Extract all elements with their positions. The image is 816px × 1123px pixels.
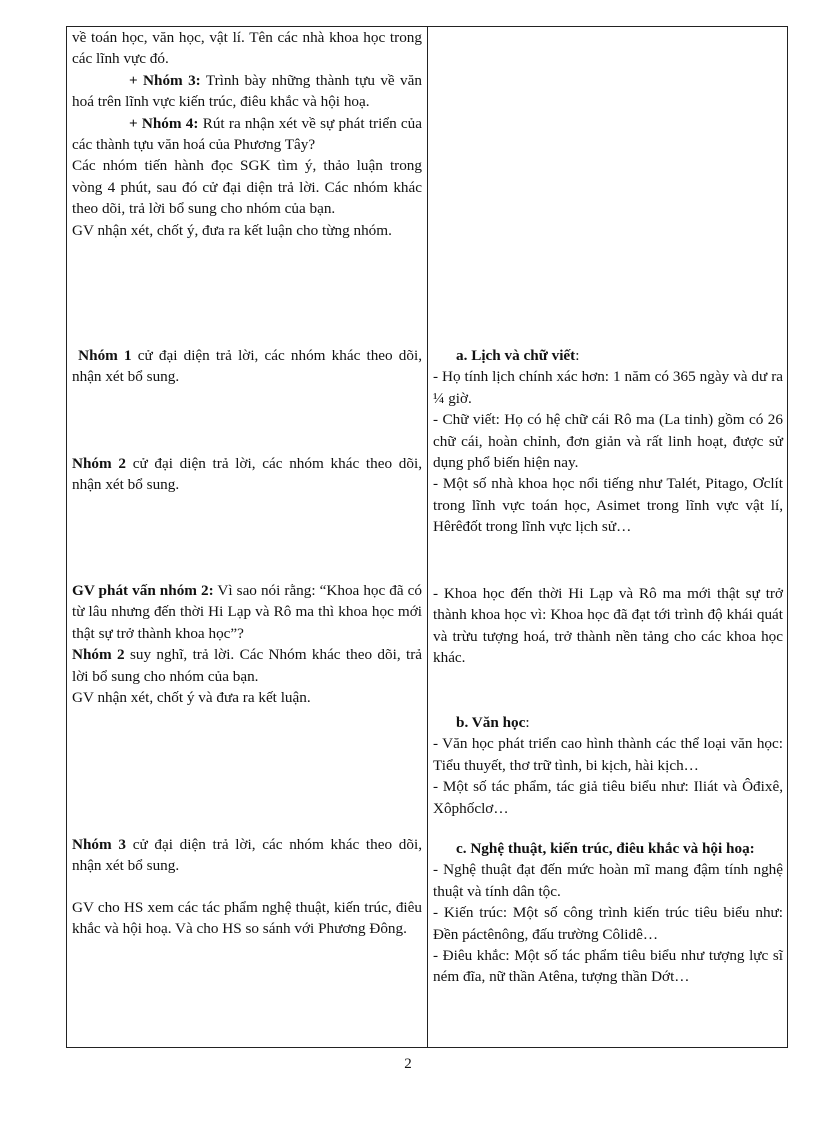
science-block [433,583,783,669]
literature-text-2: - Một số tác phẩm, tác giả tiêu biểu như: Iliát và Ôđixê, Xôphốclơ… [433,778,783,817]
column-divider [427,27,428,1047]
group-3-text: Trình bày những thành tựu về văn hoá trên lĩnh vực kiến trúc, điêu khắc và hội hoạ. [72,71,422,111]
teacher-question-text: Vì sao nói rằng: “Khoa học đã có từ lâu nhưng đến thời Hi Lạp và Rô ma thì khoa học mới thật sự trở thành khoa học”? [72,582,422,642]
intro-block [72,27,422,241]
scientists-text: - Một số nhà khoa học nổi tiếng như Talét, Pitago, Ơclít trong lĩnh vực toán học, Asimet trong lĩnh vực vật lí, Hêrêđốt trong lĩnh vực lịch sử… [433,475,783,536]
group-4-text: Rút ra nhận xét về sự phát triển của các thành tựu văn hoá của Phương Tây? [72,114,422,154]
group-4-label: + Nhóm 4: [129,114,199,132]
writing-text: - Chữ viết: Họ có hệ chữ cái Rô ma (La tinh) gồm có 26 chữ cái, hoàn chỉnh, đơn giản và rất linh hoạt, được sử dụng phổ biến hiện nay. [433,411,783,472]
section-a [433,345,783,538]
sculpture-text: - Điêu khắc: Một số tác phẩm tiêu biểu như tượng lực sĩ ném đĩa, nữ thần Atêna, tượng thần Dớt… [433,947,783,986]
group-3-block [72,834,422,877]
science-text: - Khoa học đến thời Hi Lạp và Rô ma mới thật sự trở thành khoa học vì: Khoa học đã đạt tới trình độ khái quát và trừu tượng hoá, trở thành nền tảng cho các khoa học khác. [433,585,783,667]
group-2-text: cử đại diện trả lời, các nhóm khác theo dõi, nhận xét bổ sung. [72,455,422,494]
teacher-conclusion: GV nhận xét, chốt ý, đưa ra kết luận cho từng nhóm. [72,221,392,239]
literature-text-1: - Văn học phát triển cao hình thành các thể loại văn học: Tiểu thuyết, thơ trữ tình, bi kịch, hài kịch… [433,735,783,774]
teacher-conclusion-2: GV nhận xét, chốt ý và đưa ra kết luận. [72,689,311,707]
section-b [433,712,783,819]
group-1-label: Nhóm 1 [78,347,132,364]
content-table [66,26,788,1048]
group-1-text: cử đại diện trả lời, các nhóm khác theo dõi, nhận xét bổ sung. [72,347,422,386]
group-4-task [72,113,422,156]
art-text: - Nghệ thuật đạt đến mức hoàn mĩ mang đậm tính nghệ thuật và tính dân tộc. [433,861,783,900]
group-2-block [72,453,422,496]
group-2-label: Nhóm 2 [72,455,126,472]
teacher-question-block [72,580,422,708]
group-3-label: + Nhóm 3: [129,71,201,89]
section-c-heading: c. Nghệ thuật, kiến trúc, điêu khắc và hội hoạ: [456,840,755,857]
group-2-answer-text: suy nghĩ, trả lời. Các Nhóm khác theo dõi, trả lời bổ sung cho nhóm của bạn. [72,646,422,685]
section-b-heading: b. Văn học: [456,714,530,731]
quarter-fraction: ¼ [433,389,445,407]
group-2-answer-label: Nhóm 2 [72,646,125,664]
teacher-question-label: GV phát vấn nhóm 2: [72,582,214,599]
section-c [433,838,783,988]
group-3-task [72,70,422,113]
intro-line: về toán học, văn học, vật lí. Tên các nhà khoa học trong các lĩnh vực đó. [72,29,422,68]
calendar-text: - Họ tính lịch chính xác hơn: 1 năm có 365 ngày và dư ra ¼ giờ. [433,368,783,407]
section-a-heading: a. Lịch và chữ viết: [456,347,580,364]
page-number: 2 [404,1056,412,1072]
group-3-answer-label: Nhóm 3 [72,836,126,853]
architecture-text: - Kiến trúc: Một số công trình kiến trúc tiêu biểu như: Đền páctênông, đấu trường Côlidê… [433,904,783,943]
group-1-block [72,345,422,388]
teacher-show-text: GV cho HS xem các tác phẩm nghệ thuật, kiến trúc, điêu khắc và hội hoạ. Và cho HS so sánh với Phương Đông. [72,899,422,938]
group-instructions: Các nhóm tiến hành đọc SGK tìm ý, thảo luận trong vòng 4 phút, sau đó cử đại diện trả lời. Các nhóm khác theo dõi, trả lời bổ sung cho nhóm của bạn. [72,157,422,218]
teacher-show-block [72,897,422,940]
group-3-answer-text: cử đại diện trả lời, các nhóm khác theo dõi, nhận xét bổ sung. [72,836,422,875]
